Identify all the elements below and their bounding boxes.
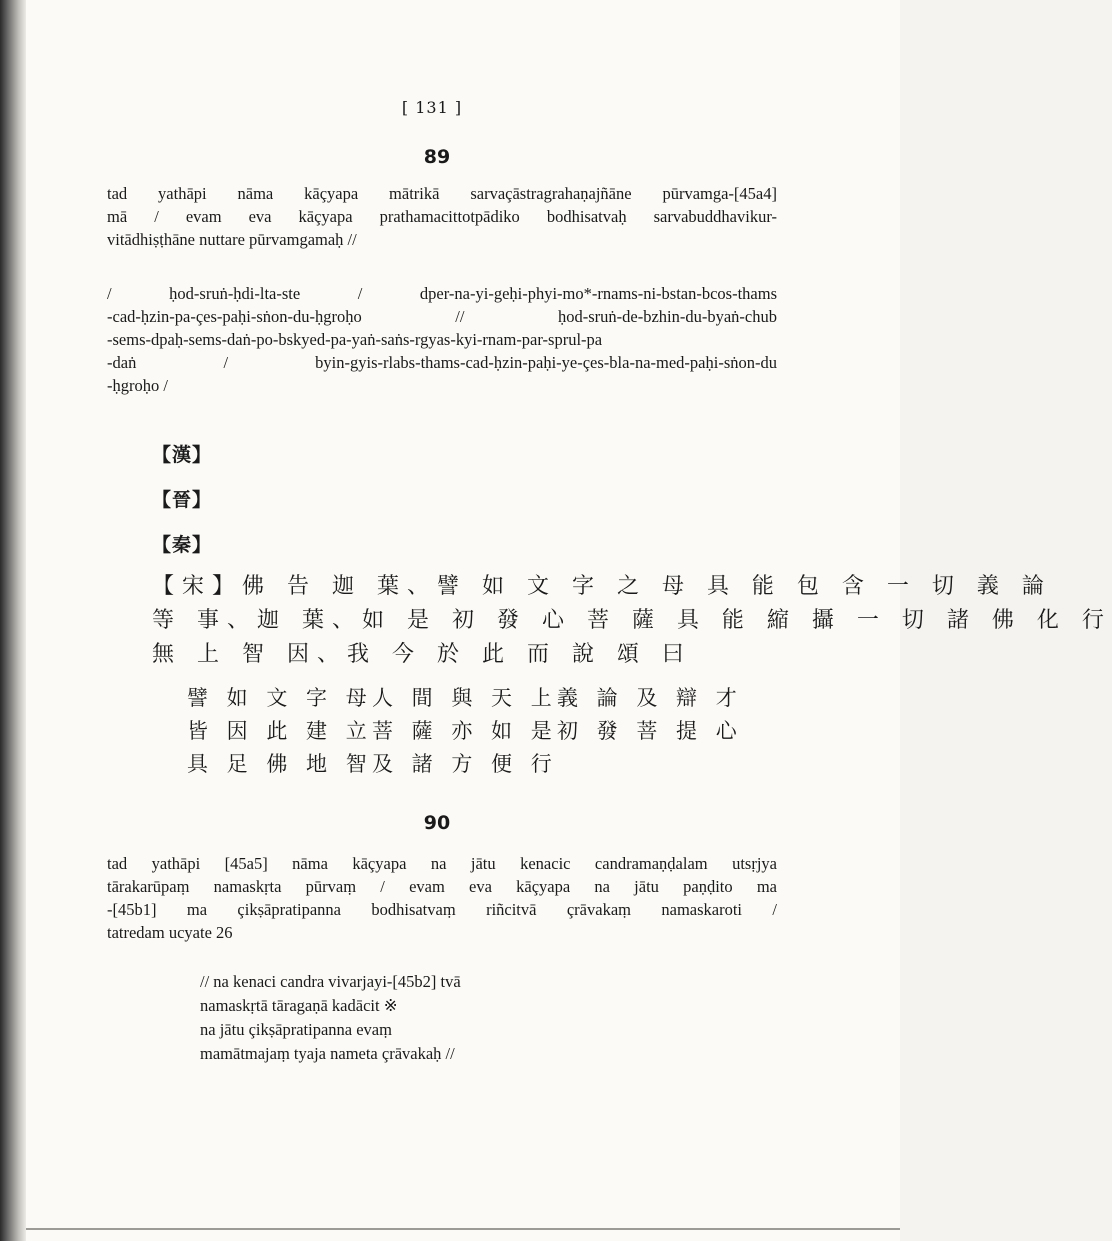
- page-bottom-edge: [26, 1228, 900, 1230]
- text-line: tad yathāpi [45a5] nāma kāçyapa na jātu kenacic candramaṇḍalam utsṛjya: [107, 854, 777, 873]
- translation-label-jin: 【晉】: [152, 489, 213, 511]
- text-line: tad yathāpi nāma kāçyapa mātrikā sarvaçāstragrahaṇajñāne pūrvamga-[45a4]: [107, 184, 777, 203]
- verse-cell: 皆 因 此 建 立: [187, 719, 373, 743]
- section-number-90: 90: [423, 812, 451, 834]
- verse-line: // na kenaci candra vivarjayi-[45b2] tvā: [200, 972, 461, 991]
- book-spine-shadow: [0, 0, 26, 1241]
- text-line: tatredam ucyate 26: [107, 923, 233, 942]
- section-number-89: 89: [423, 146, 451, 168]
- verse-row: [187, 748, 742, 781]
- verse-cell: 及 諸 方 便 行: [372, 752, 558, 776]
- text-line: mā / evam eva kāçyapa prathamacittotpādiko bodhisatvaḥ sarvabuddhavikur-: [107, 207, 777, 226]
- verse-cell: 菩 薩 亦 如 是: [372, 719, 558, 743]
- text-line: -ḥgroḥo /: [107, 376, 168, 395]
- verse-cell: 具 足 佛 地 智: [187, 752, 373, 776]
- text-line: -sems-dpaḥ-sems-daṅ-po-bskyed-pa-yaṅ-saṅs-rgyas-kyi-rnam-par-sprul-pa: [107, 330, 603, 349]
- text-line: 等 事、迦 葉、如 是 初 發 心 菩 薩 具 能 縮 攝 一 切 諸 佛 化 行: [152, 608, 1112, 633]
- text-line: -cad-ḥzin-pa-çes-paḥi-sṅon-du-ḥgroḥo // ḥod-sruṅ-de-bzhin-du-byaṅ-chub: [107, 307, 777, 326]
- song-translation-prose: [152, 570, 1112, 672]
- translation-label-qin: 【秦】: [152, 534, 213, 556]
- verse-cell: 譬 如 文 字 母: [187, 686, 373, 710]
- translation-label-han: 【漢】: [152, 444, 213, 466]
- sanskrit-passage-89: [107, 182, 777, 251]
- text-line: -[45b1] ma çikṣāpratipanna bodhisatvaṃ riñcitvā çrāvakaṃ namaskaroti /: [107, 900, 777, 919]
- verse-line: namaskṛtā tāragaṇā kadācit ※: [200, 996, 398, 1015]
- text-line: -daṅ / byin-gyis-rlabs-thams-cad-ḥzin-paḥi-ye-çes-bla-na-med-paḥi-sṅon-du: [107, 353, 777, 372]
- tibetan-passage-89: [107, 282, 777, 397]
- verse-row: [187, 715, 742, 748]
- verse-cell: 人 間 與 天 上: [372, 686, 558, 710]
- verse-line: mamātmajaṃ tyaja nameta çrāvakaḥ //: [200, 1044, 455, 1063]
- verse-cell: 初 發 菩 提 心: [557, 719, 743, 743]
- verse-cell: [557, 748, 742, 781]
- verse-row: [187, 682, 742, 715]
- verse-line: na jātu çikṣāpratipanna evaṃ: [200, 1020, 392, 1039]
- text-line: vitādhiṣṭhāne nuttare pūrvamgamaḥ //: [107, 230, 357, 249]
- verse-cell: 義 論 及 辯 才: [557, 686, 743, 710]
- text-line: tārakarūpaṃ namaskṛta pūrvaṃ / evam eva kāçyapa na jātu paṇḍito ma: [107, 877, 777, 896]
- page-number: [ 131 ]: [401, 98, 463, 117]
- sanskrit-passage-90: [107, 852, 777, 944]
- book-page: [22, 0, 1112, 1241]
- text-line: 無 上 智 因、我 今 於 此 而 說 頌 曰: [152, 642, 692, 667]
- text-line: 【宋】佛 告 迦 葉、譬 如 文 字 之 母 具 能 包 含 一 切 義 論: [152, 574, 1052, 599]
- text-line: / ḥod-sruṅ-ḥdi-lta-ste / dper-na-yi-geḥi-phyi-mo*-rnams-ni-bstan-bcos-thams: [107, 284, 777, 303]
- sanskrit-verse-90: [200, 970, 461, 1066]
- song-translation-verse: [187, 682, 742, 781]
